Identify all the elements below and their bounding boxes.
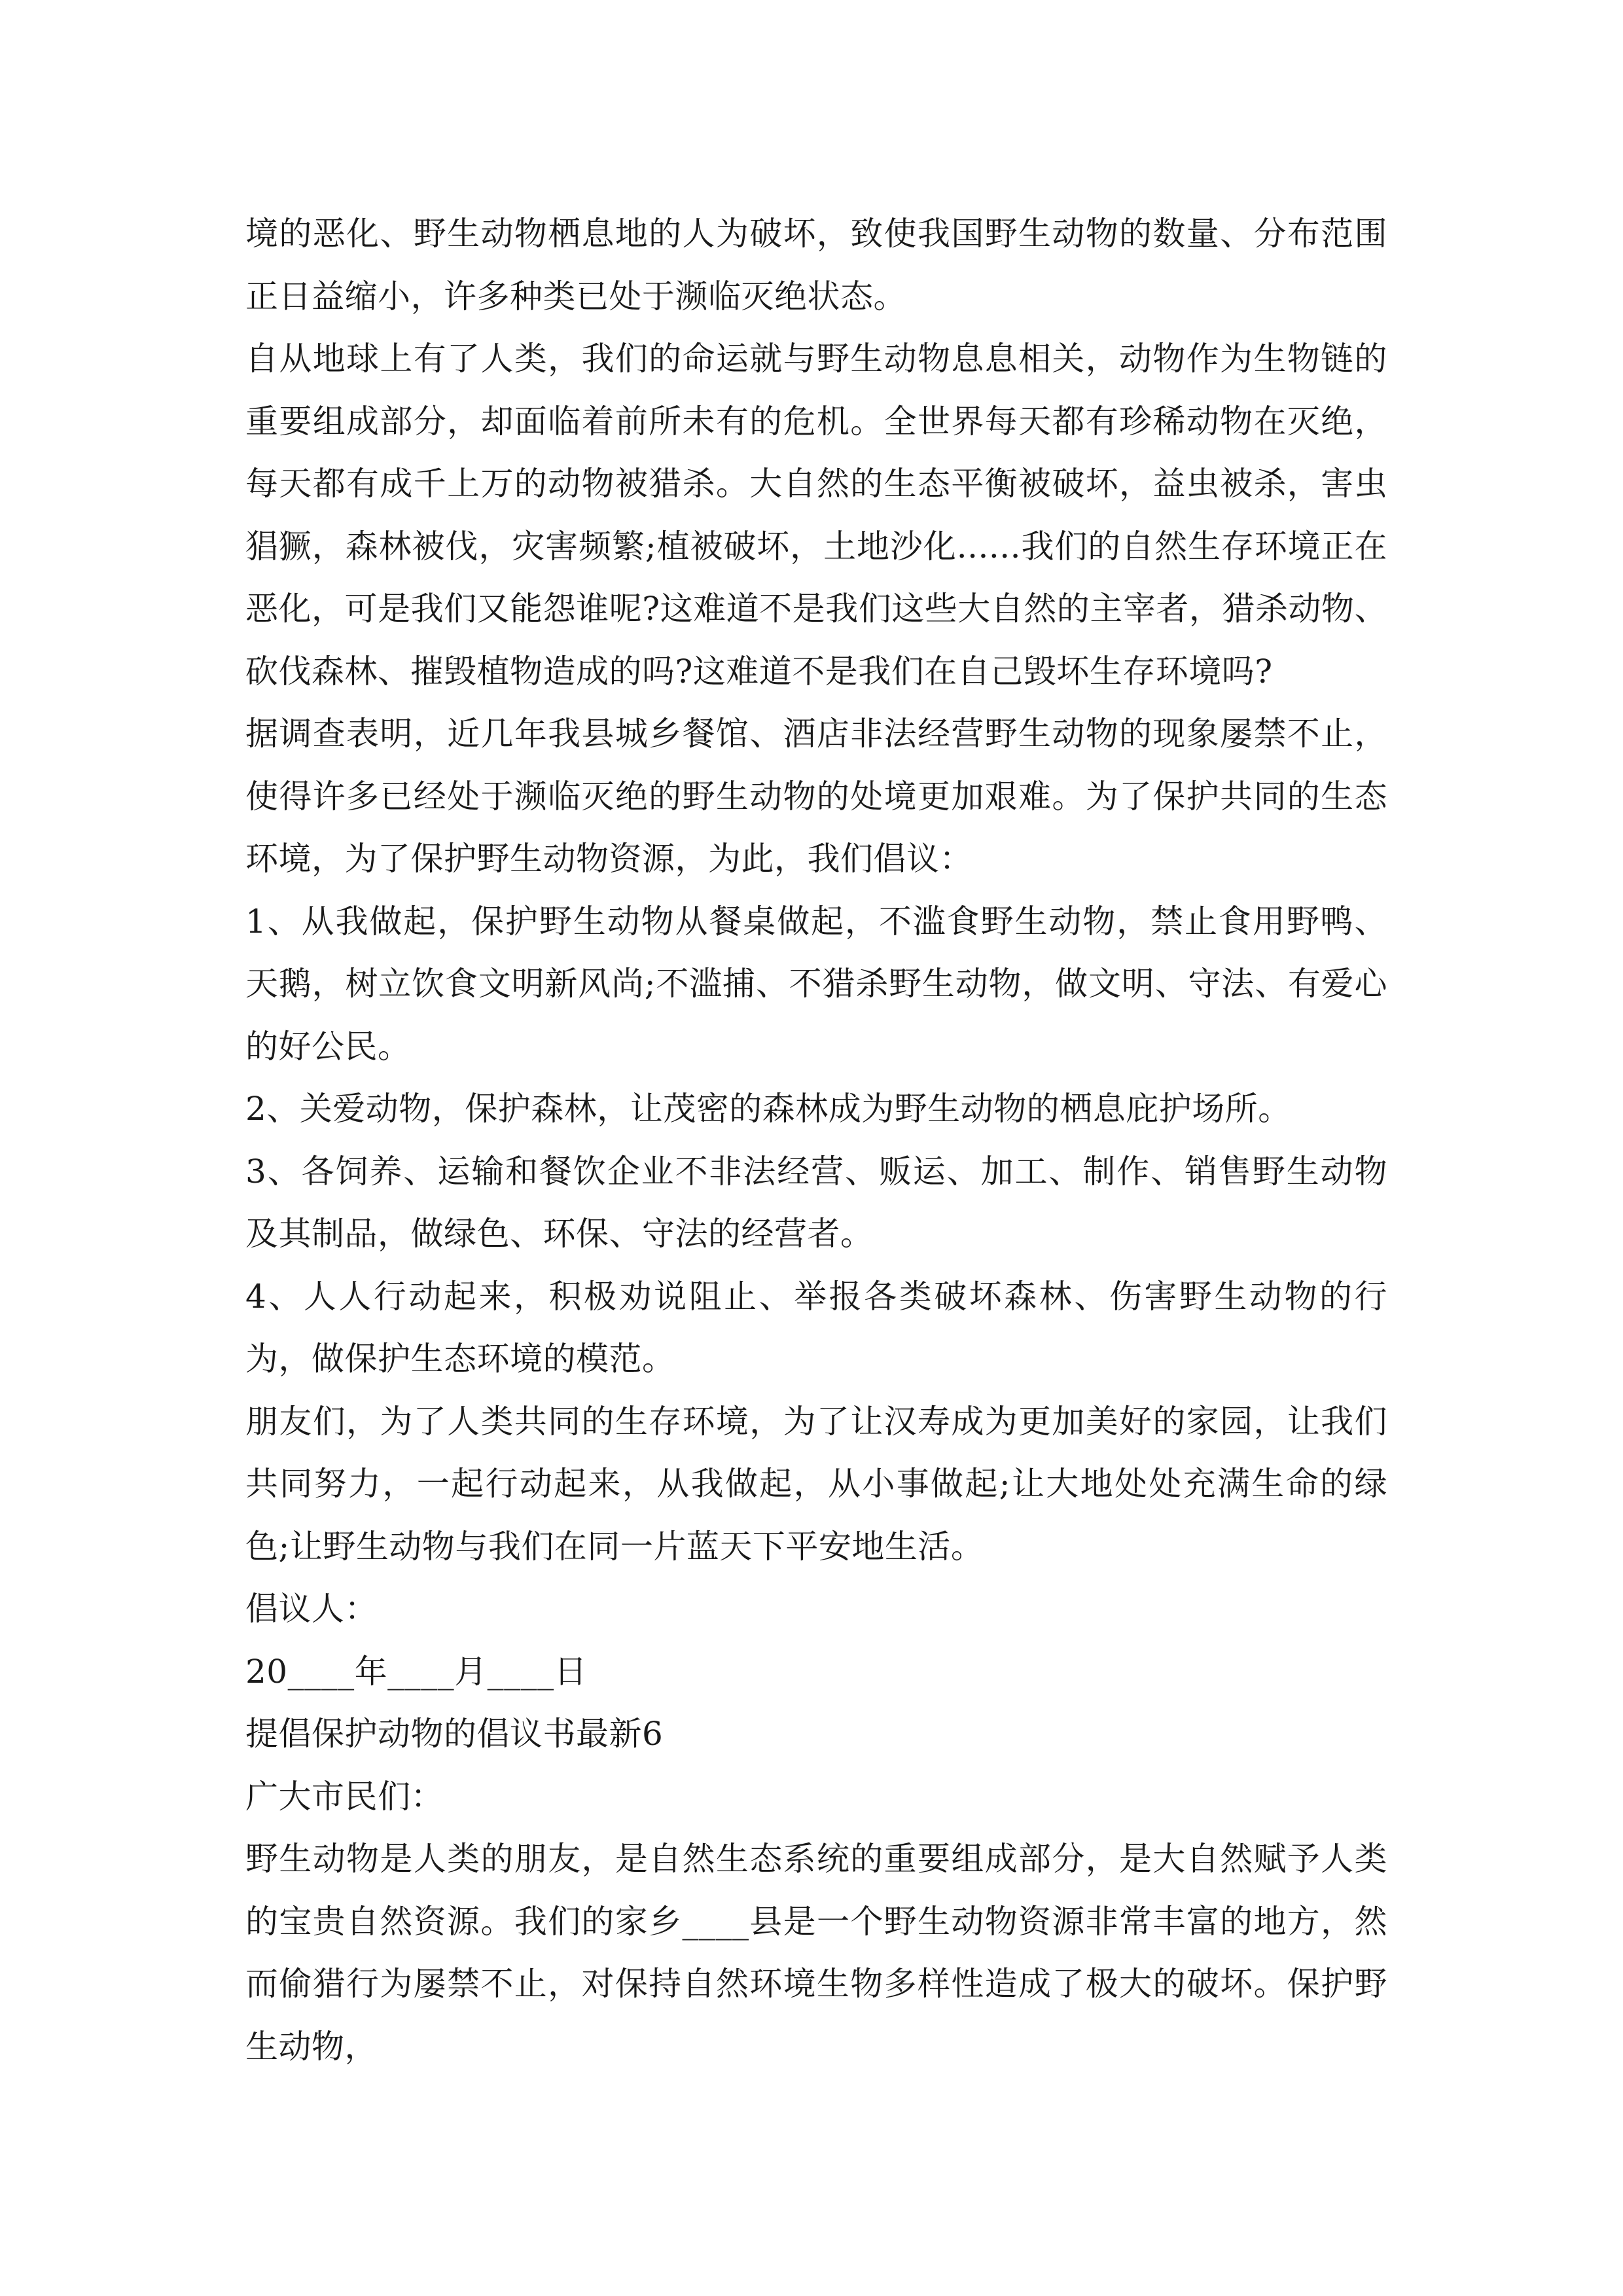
paragraph-habitat-decline: 境的恶化、野生动物栖息地的人为破坏，致使我国野生动物的数量、分布范围正日益缩小，许多种类已处于濒临灭绝状态。 bbox=[245, 215, 1387, 315]
paragraph-wildlife-intro: 野生动物是人类的朋友，是自然生态系统的重要组成部分，是大自然赋予人类的宝贵自然资源。我们的家乡____县是一个野生动物资源非常丰富的地方，然而偷猎行为屡禁不止，对保持自然环境生物多样性造成了极大的破坏。保护野生动物， bbox=[245, 1840, 1387, 2066]
proposal-item-2: 2、关爱动物，保护森林，让茂密的森林成为野生动物的栖息庇护场所。 bbox=[245, 1090, 1291, 1128]
paragraph-survey-findings: 据调查表明，近几年我县城乡餐馆、酒店非法经营野生动物的现象屡禁不止，使得许多已经处于濒临灭绝的野生动物的处境更加艰难。为了保护共同的生态环境，为了保护野生动物资源，为此，我们倡议： bbox=[245, 715, 1387, 878]
document-body bbox=[245, 203, 1387, 2078]
proposal-item-3: 3、各饲养、运输和餐饮企业不非法经营、贩运、加工、制作、销售野生动物及其制品，做绿色、环保、守法的经营者。 bbox=[245, 1152, 1387, 1253]
paragraph-human-fate: 自从地球上有了人类，我们的命运就与野生动物息息相关，动物作为生物链的重要组成部分，却面临着前所未有的危机。全世界每天都有珍稀动物在灭绝，每天都有成千上万的动物被猎杀。大自然的生态平衡被破坏，益虫被杀，害虫猖獗，森林被伐，灾害频繁;植被破坏，土地沙化......我们的自然生存环境正在恶化，可是我们又能怨谁呢?这难道不是我们这些大自然的主宰者，猎杀动物、砍伐森林、摧毁植物造成的吗?这难道不是我们在自己毁坏生存环境吗? bbox=[245, 340, 1387, 691]
signatory-label: 倡议人： bbox=[245, 1590, 378, 1628]
salutation: 广大市民们： bbox=[245, 1777, 444, 1816]
proposal-item-1: 1、从我做起，保护野生动物从餐桌做起，不滥食野生动物，禁止食用野鸭、天鹅，树立饮食文明新风尚;不滥捕、不猎杀野生动物，做文明、守法、有爱心的好公民。 bbox=[245, 902, 1387, 1066]
paragraph-call-to-friends: 朋友们，为了人类共同的生存环境，为了让汉寿成为更加美好的家园，让我们共同努力，一起行动起来，从我做起，从小事做起;让大地处处充满生命的绿色;让野生动物与我们在同一片蓝天下平安地生活。 bbox=[245, 1402, 1387, 1566]
section-title: 提倡保护动物的倡议书最新6 bbox=[245, 1715, 664, 1753]
date-line: 20____年____月____日 bbox=[245, 1652, 588, 1691]
proposal-item-4: 4、人人行动起来，积极劝说阻止、举报各类破坏森林、伤害野生动物的行为，做保护生态环境的模范。 bbox=[245, 1277, 1387, 1378]
